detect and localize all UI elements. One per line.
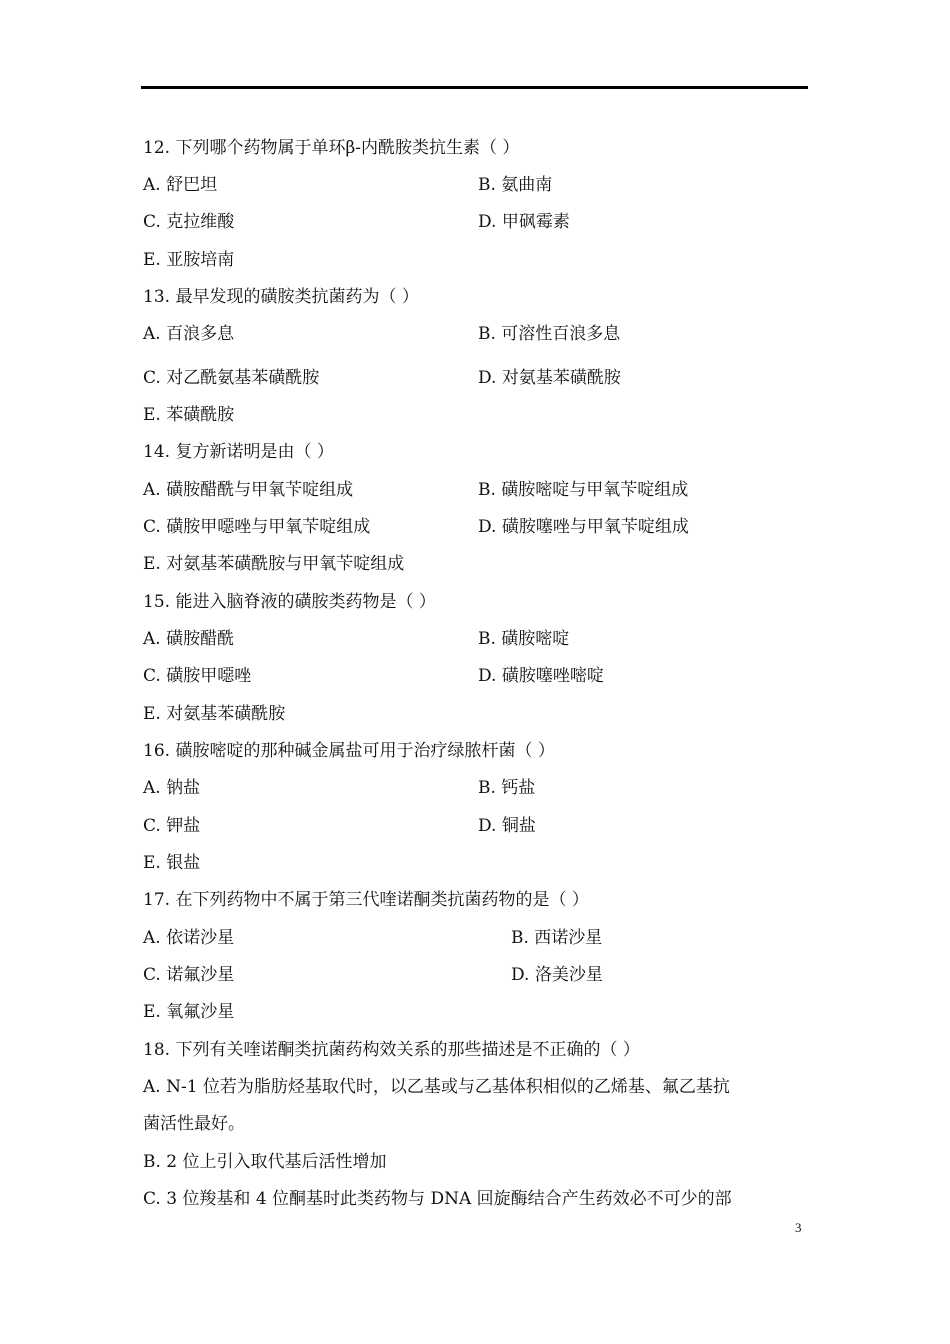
question-12-option-a: A. 舒巴坦 (143, 175, 218, 195)
question-14-option-a: A. 磺胺醋酰与甲氧苄啶组成 (143, 480, 354, 500)
question-12-option-e: E. 亚胺培南 (143, 250, 235, 270)
question-17-option-c: C. 诺氟沙星 (143, 965, 235, 985)
question-14-option-b: B. 磺胺嘧啶与甲氧苄啶组成 (478, 480, 689, 500)
question-15-option-e: E. 对氨基苯磺酰胺 (143, 704, 286, 724)
question-17-option-d: D. 洛美沙星 (511, 965, 603, 985)
question-14-option-e: E. 对氨基苯磺酰胺与甲氧苄啶组成 (143, 554, 405, 574)
question-13-stem: 13. 最早发现的磺胺类抗菌药为（ ） (143, 287, 419, 307)
question-16-option-b: B. 钙盐 (478, 778, 536, 798)
question-18-option-a-line2: 菌活性最好。 (143, 1114, 245, 1134)
question-16-option-c: C. 钾盐 (143, 816, 201, 836)
question-18-option-a-line1: A. N-1 位若为脂肪烃基取代时，以乙基或与乙基体积相似的乙烯基、氟乙基抗 (143, 1077, 730, 1097)
question-12-option-d: D. 甲砜霉素 (478, 212, 570, 232)
question-14-option-d: D. 磺胺噻唑与甲氧苄啶组成 (478, 517, 689, 537)
question-16-option-a: A. 钠盐 (143, 778, 201, 798)
question-16-option-e: E. 银盐 (143, 853, 201, 873)
question-13-option-c: C. 对乙酰氨基苯磺酰胺 (143, 368, 320, 388)
question-17-option-a: A. 依诺沙星 (143, 928, 235, 948)
question-13-option-e: E. 苯磺酰胺 (143, 405, 235, 425)
question-17-stem: 17. 在下列药物中不属于第三代喹诺酮类抗菌药物的是（ ） (143, 890, 589, 910)
question-13-option-d: D. 对氨基苯磺酰胺 (478, 368, 621, 388)
question-15-stem: 15. 能进入脑脊液的磺胺类药物是（ ） (143, 592, 436, 612)
question-16-stem: 16. 磺胺嘧啶的那种碱金属盐可用于治疗绿脓杆菌（ ） (143, 741, 555, 761)
question-13-option-a: A. 百浪多息 (143, 324, 235, 344)
question-16-option-d: D. 铜盐 (478, 816, 536, 836)
question-12-stem: 12. 下列哪个药物属于单环β-内酰胺类抗生素（ ） (143, 138, 520, 158)
question-14-option-c: C. 磺胺甲噁唑与甲氧苄啶组成 (143, 517, 371, 537)
question-18-option-c: C. 3 位羧基和 4 位酮基时此类药物与 DNA 回旋酶结合产生药效必不可少的部 (143, 1189, 732, 1209)
question-15-option-d: D. 磺胺噻唑嘧啶 (478, 666, 604, 686)
question-13-option-b: B. 可溶性百浪多息 (478, 324, 621, 344)
header-rule (141, 86, 808, 89)
question-12-option-c: C. 克拉维酸 (143, 212, 235, 232)
question-17-option-b: B. 西诺沙星 (511, 928, 603, 948)
question-18-option-b: B. 2 位上引入取代基后活性增加 (143, 1152, 387, 1172)
question-15-option-b: B. 磺胺嘧啶 (478, 629, 570, 649)
question-18-stem: 18. 下列有关喹诺酮类抗菌药构效关系的那些描述是不正确的（ ） (143, 1040, 640, 1060)
page-number: 3 (795, 1220, 802, 1235)
question-15-option-c: C. 磺胺甲噁唑 (143, 666, 252, 686)
question-12-option-b: B. 氨曲南 (478, 175, 553, 195)
question-14-stem: 14. 复方新诺明是由（ ） (143, 442, 334, 462)
question-15-option-a: A. 磺胺醋酰 (143, 629, 235, 649)
question-17-option-e: E. 氧氟沙星 (143, 1002, 235, 1022)
